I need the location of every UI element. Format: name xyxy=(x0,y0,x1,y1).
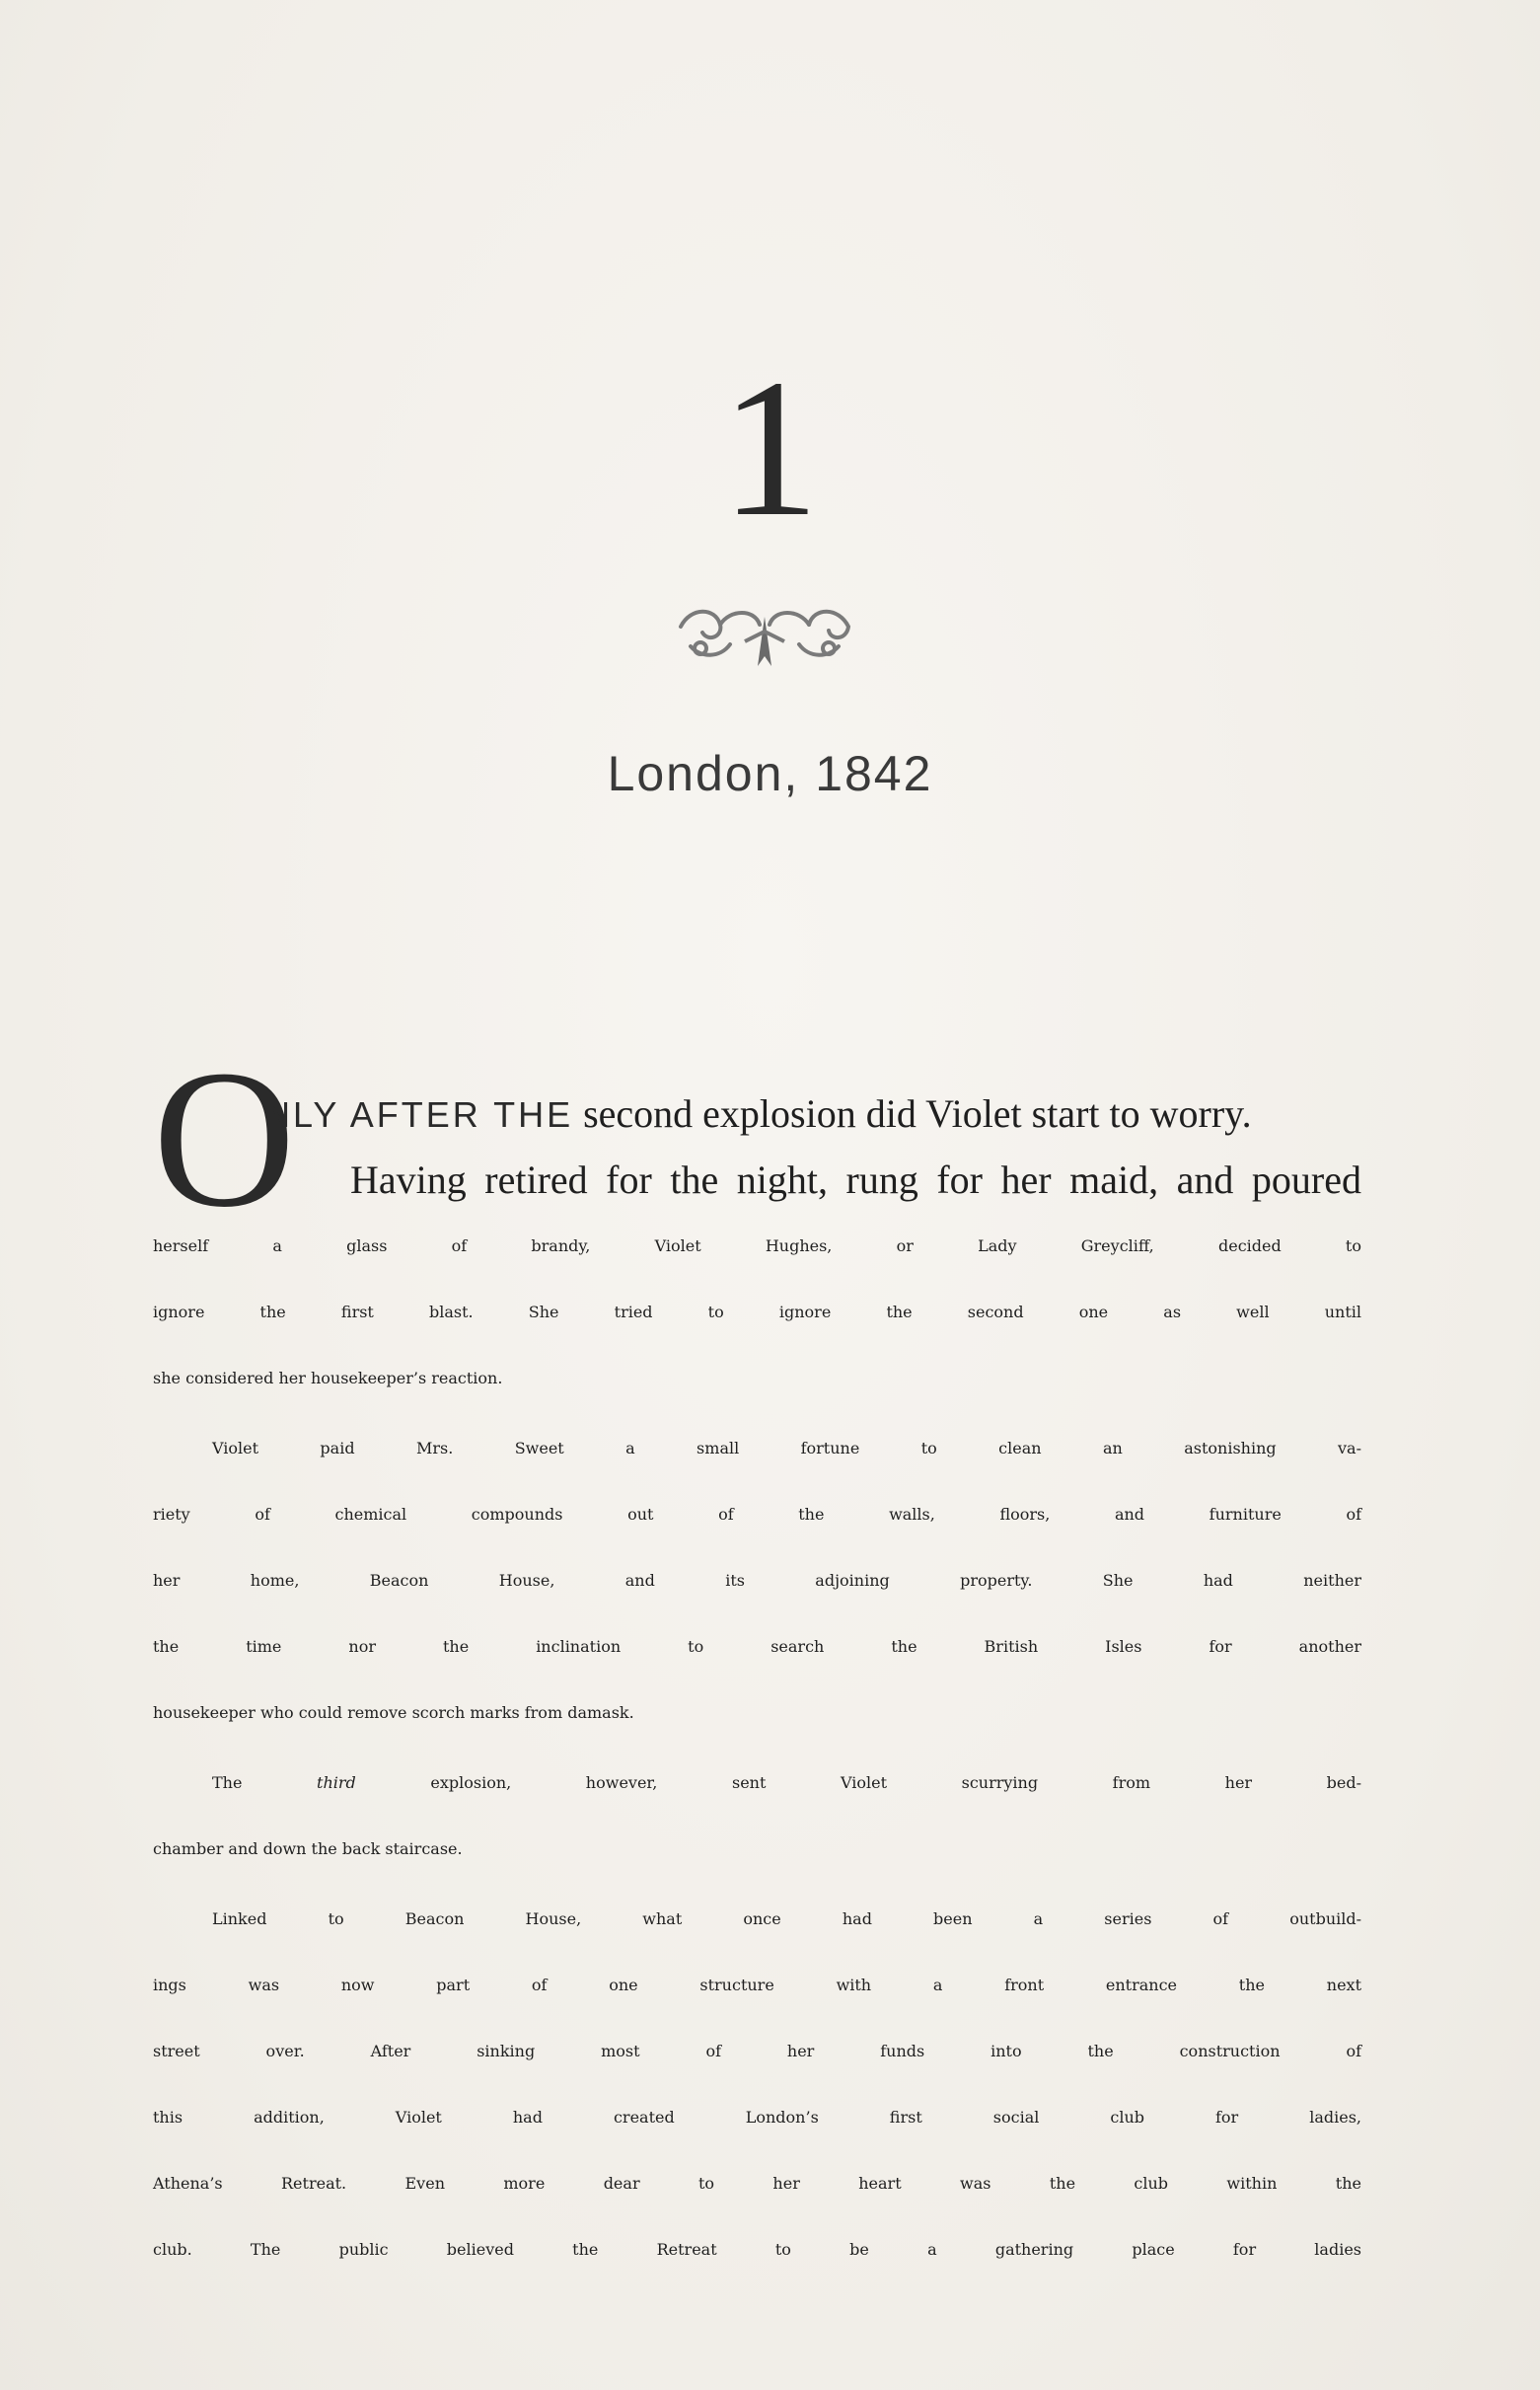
text-line: Having retired for the night, rung for her maid, and poured xyxy=(350,1158,1361,1202)
text-line: she considered her housekeeper’s reaction. xyxy=(153,1369,503,1387)
text-line: housekeeper who could remove scorch marks from damask. xyxy=(153,1703,634,1722)
text-line: chamber and down the back staircase. xyxy=(153,1839,463,1858)
text-line: street over. After sinking most of her funds into the construction of xyxy=(153,2042,1361,2060)
opening-line-text: second explosion did Violet start to worry. xyxy=(573,1091,1252,1136)
text-line: this addition, Violet had created London’s first social club for ladies, xyxy=(153,2108,1361,2127)
drop-cap: O xyxy=(153,1030,296,1248)
text-emphasis: third xyxy=(317,1773,356,1792)
text-suffix: explosion, however, sent Violet scurrying from her bed- xyxy=(355,1773,1362,1792)
chapter-location: London, 1842 xyxy=(607,746,933,801)
text-line: club. The public believed the Retreat to be a gathering place for ladies xyxy=(153,2240,1361,2259)
text-line: riety of chemical compounds out of the walls, floors, and furniture of xyxy=(153,1505,1361,1524)
text-line: Linked to Beacon House, what once had been a series of outbuild- xyxy=(212,1909,1361,1928)
body-text xyxy=(153,1213,1361,2282)
opening-small-caps: NLY AFTER THE xyxy=(264,1094,574,1135)
text-line: ings was now part of one structure with a front entrance the next xyxy=(153,1976,1361,1994)
text-line: her home, Beacon House, and its adjoining property. She had neither xyxy=(153,1571,1361,1590)
text-line: the time nor the inclination to search the British Isles for another xyxy=(153,1637,1361,1656)
text-line xyxy=(153,1750,1361,1816)
text-line: ignore the first blast. She tried to ignore the second one as well until xyxy=(153,1303,1361,1321)
text-line: Athena’s Retreat. Even more dear to her heart was the club within the xyxy=(153,2174,1361,2193)
text-prefix: The xyxy=(212,1773,318,1792)
text-line: Violet paid Mrs. Sweet a small fortune to clean an astonishing va- xyxy=(212,1439,1361,1457)
text-line: herself a glass of brandy, Violet Hughes, or Lady Greycliff, decided to xyxy=(153,1236,1361,1255)
opening-line xyxy=(264,1081,1361,1147)
scroll-ornament-icon xyxy=(661,587,868,676)
chapter-number: 1 xyxy=(720,339,820,558)
